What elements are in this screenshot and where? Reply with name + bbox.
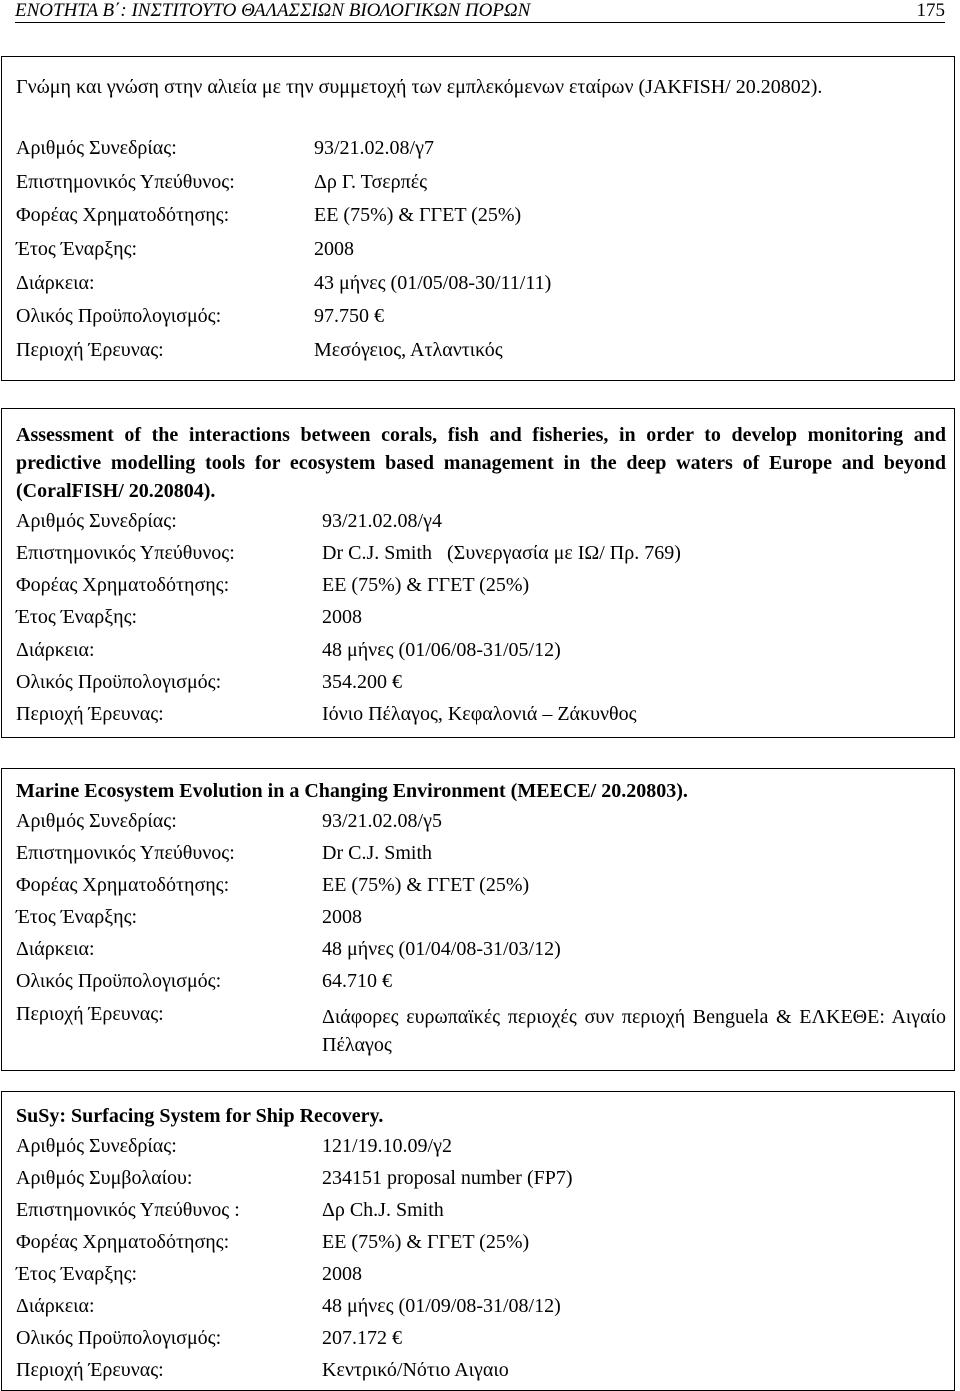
row-value: Κεντρικό/Νότιο Αιγαιο: [322, 1359, 509, 1381]
scientist-row: [16, 1199, 946, 1231]
funding-row: [16, 1231, 946, 1263]
row-value: 93/21.02.08/γ4: [322, 510, 442, 532]
row-value: ΕΕ (75%) & ΓΓΕΤ (25%): [314, 204, 522, 226]
row-label: Διάρκεια:: [16, 639, 95, 661]
row-label: Ολικός Προϋπολογισμός:: [16, 1327, 222, 1349]
row-label: Αριθμός Συνεδρίας:: [16, 137, 177, 159]
project-title: SuSy: Surfacing System for Ship Recovery.: [16, 1105, 384, 1127]
row-label: Αριθμός Συμβολαίου:: [16, 1167, 193, 1189]
row-value: Διάφορες ευρωπαϊκές περιοχές συν περιοχή Benguela & ΕΛΚΕΘΕ: Αιγαίο Πέλαγος: [322, 1006, 946, 1056]
scientist-row: [16, 842, 946, 874]
row-label: Περιοχή Έρευνας:: [16, 1359, 164, 1381]
row-label: Έτος Έναρξης:: [16, 606, 138, 628]
row-value: 207.172 €: [322, 1327, 402, 1349]
project-title: Marine Ecosystem Evolution in a Changing Environment (MEECE/ 20.20803).: [16, 780, 688, 802]
start-year-row: [16, 1263, 946, 1295]
row-value: 48 μήνες (01/06/08-31/05/12): [322, 639, 561, 661]
funding-row: [16, 874, 946, 906]
row-value: Μεσόγειος, Ατλαντικός: [314, 339, 503, 361]
row-value: 121/19.10.09/γ2: [322, 1135, 452, 1157]
duration-row: [16, 938, 946, 970]
row-value: 2008: [314, 238, 354, 260]
row-value: Δρ Γ. Τσερπές: [314, 171, 428, 193]
project-box-jakfish: [1, 56, 955, 381]
row-value: 93/21.02.08/γ7: [314, 137, 434, 159]
research-area-row: [16, 703, 946, 735]
row-label: Φορέας Χρηματοδότησης:: [16, 1231, 230, 1253]
page-number: 175: [916, 0, 945, 21]
row-label: Έτος Έναρξης:: [16, 906, 138, 928]
project-box-coralfish: [1, 408, 955, 738]
start-year-row: [16, 238, 946, 270]
row-label: Έτος Έναρξης:: [16, 1263, 138, 1285]
row-label: Επιστημονικός Υπεύθυνος:: [16, 842, 235, 864]
funding-row: [16, 204, 946, 236]
row-value: Ιόνιο Πέλαγος, Κεφαλονιά – Ζάκυνθος: [322, 703, 637, 725]
session-row: [16, 1135, 946, 1167]
session-row: [16, 810, 946, 842]
row-value: ΕΕ (75%) & ΓΓΕΤ (25%): [322, 574, 530, 596]
row-value: 354.200 €: [322, 671, 402, 693]
budget-row: [16, 970, 946, 1002]
row-label: Επιστημονικός Υπεύθυνος:: [16, 542, 235, 564]
row-value: Dr C.J. Smith (Συνεργασία με ΙΩ/ Πρ. 769): [322, 542, 681, 564]
contract-row: [16, 1167, 946, 1199]
row-label: Φορέας Χρηματοδότησης:: [16, 874, 230, 896]
row-value: Dr C.J. Smith: [322, 842, 433, 864]
funding-row: [16, 574, 946, 606]
row-label: Διάρκεια:: [16, 938, 95, 960]
row-label: Ολικός Προϋπολογισμός:: [16, 970, 222, 992]
budget-row: [16, 305, 946, 337]
row-value: 43 μήνες (01/05/08-30/11/11): [314, 272, 552, 294]
page-header: [15, 0, 945, 23]
row-value: 2008: [322, 1263, 362, 1285]
row-label: Περιοχή Έρευνας:: [16, 703, 164, 725]
row-value: 234151 proposal number (FP7): [322, 1167, 573, 1189]
row-label: Αριθμός Συνεδρίας:: [16, 1135, 177, 1157]
row-value: 93/21.02.08/γ5: [322, 810, 442, 832]
row-label: Αριθμός Συνεδρίας:: [16, 810, 177, 832]
row-value: Δρ Ch.J. Smith: [322, 1199, 444, 1221]
research-area-row: [16, 339, 946, 371]
research-area-row: [16, 1003, 946, 1063]
project-title: Γνώμη και γνώση στην αλιεία με την συμμετοχή των εμπλεκόμενων εταίρων (JAKFISH/ 20.20802).: [16, 76, 823, 98]
row-value: 48 μήνες (01/09/08-31/08/12): [322, 1295, 561, 1317]
start-year-row: [16, 906, 946, 938]
session-row: [16, 137, 946, 169]
row-label: Αριθμός Συνεδρίας:: [16, 510, 177, 532]
row-label: Ολικός Προϋπολογισμός:: [16, 671, 222, 693]
session-row: [16, 510, 946, 542]
row-label: Περιοχή Έρευνας:: [16, 1003, 164, 1025]
duration-row: [16, 639, 946, 671]
budget-row: [16, 671, 946, 703]
row-label: Διάρκεια:: [16, 272, 95, 294]
row-value: 2008: [322, 906, 362, 928]
row-label: Ολικός Προϋπολογισμός:: [16, 305, 222, 327]
duration-row: [16, 272, 946, 304]
row-label: Περιοχή Έρευνας:: [16, 339, 164, 361]
start-year-row: [16, 606, 946, 638]
row-label: Επιστημονικός Υπεύθυνος:: [16, 171, 235, 193]
scientist-row: [16, 542, 946, 574]
row-label: Φορέας Χρηματοδότησης:: [16, 204, 230, 226]
project-box-susy: [1, 1091, 955, 1391]
scientist-row: [16, 171, 946, 203]
research-area-row: [16, 1359, 946, 1391]
row-value: ΕΕ (75%) & ΓΓΕΤ (25%): [322, 874, 530, 896]
budget-row: [16, 1327, 946, 1359]
row-value: 64.710 €: [322, 970, 392, 992]
duration-row: [16, 1295, 946, 1327]
row-label: Φορέας Χρηματοδότησης:: [16, 574, 230, 596]
row-label: Έτος Έναρξης:: [16, 238, 138, 260]
row-value: 48 μήνες (01/04/08-31/03/12): [322, 938, 561, 960]
row-value: 2008: [322, 606, 362, 628]
row-value: 97.750 €: [314, 305, 384, 327]
row-label: Διάρκεια:: [16, 1295, 95, 1317]
row-value: ΕΕ (75%) & ΓΓΕΤ (25%): [322, 1231, 530, 1253]
section-title: ΕΝΟΤΗΤΑ Β΄: ΙΝΣΤΙΤΟΥΤΟ ΘΑΛΑΣΣΙΩΝ ΒΙΟΛΟΓΙΚΩΝ ΠΟΡΩΝ: [15, 0, 531, 21]
project-title: Assessment of the interactions between corals, fish and fisheries, in order to develop monitoring and predictive modelling tools for ecosystem based management in the deep waters of Europe and beyond (CoralFISH/ 20.20804).: [16, 424, 946, 502]
row-label: Επιστημονικός Υπεύθυνος :: [16, 1199, 240, 1221]
project-box-meece: [1, 768, 955, 1071]
